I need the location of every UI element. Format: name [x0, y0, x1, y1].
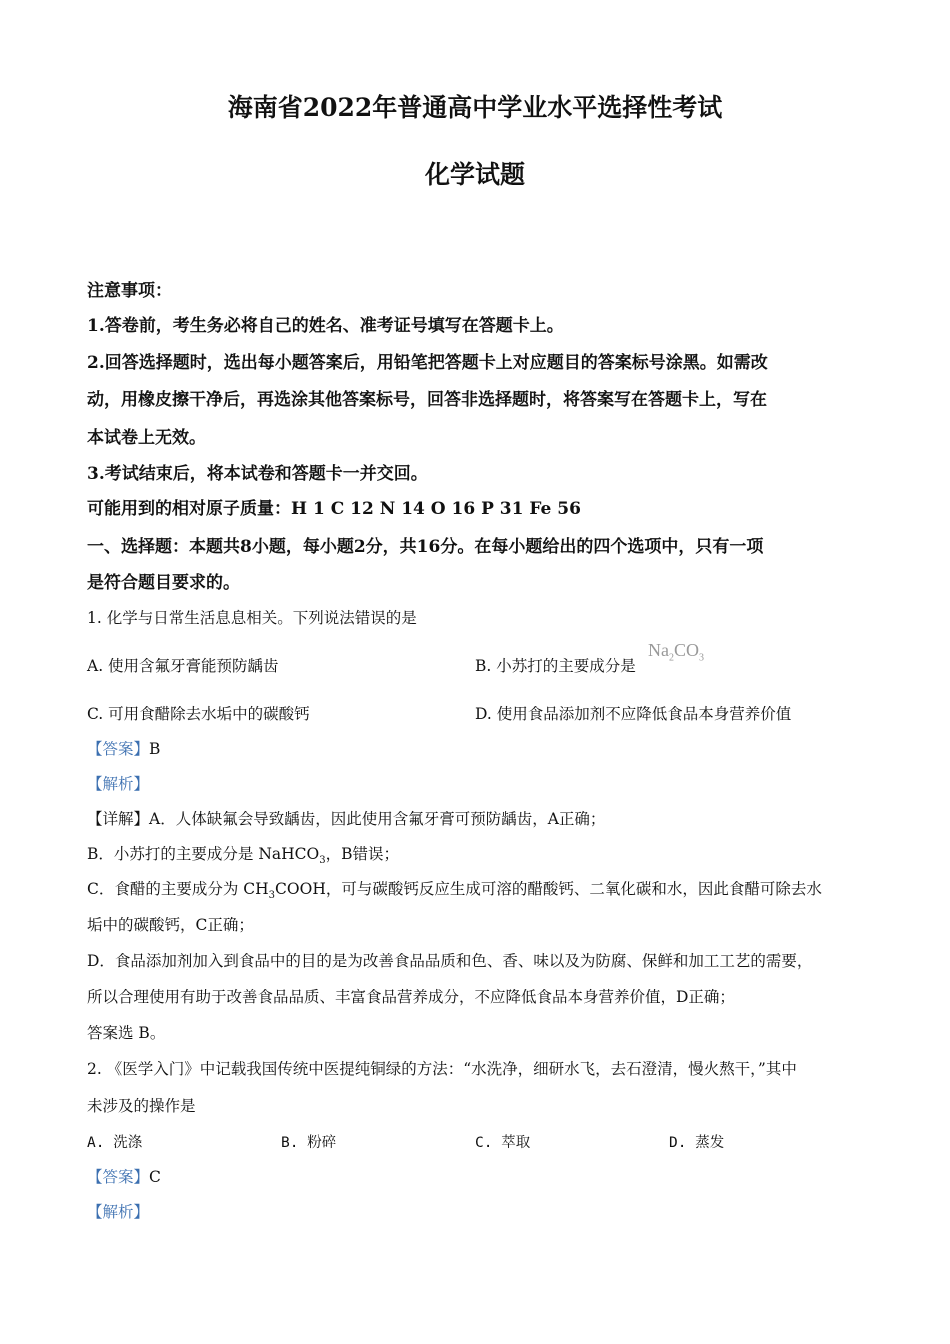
question-1-option-d: D. 使用食品添加剂不应降低食品本身营养价值	[475, 705, 792, 723]
question-1-conclusion: 答案选 B。	[87, 1024, 166, 1042]
question-1-detail-d-line-1: D．食品添加剂加入到食品中的目的是为改善食品品质和色、香、味以及为防腐、保鲜和加工工艺的需要，	[87, 952, 813, 970]
answer-value: B	[149, 740, 161, 758]
notice-item-3: 3.考试结束后，将本试卷和答题卡一并交回。	[87, 464, 428, 484]
notice-item-2-line-2: 动，用橡皮擦干净后，再选涂其他答案标号，回答非选择题时，将答案写在答题卡上，写在	[87, 390, 767, 410]
question-1-detail-b: B．小苏打的主要成分是 NaHCO$_3$，B错误；	[87, 845, 399, 867]
question-1-stem: 1. 化学与日常生活息息相关。下列说法错误的是	[87, 609, 417, 627]
answer-value: C	[149, 1168, 161, 1186]
question-1-option-a: A. 使用含氟牙膏能预防龋齿	[87, 657, 279, 675]
question-1-detail-c-line-1: C．食醋的主要成分为 $CH_3COOH$，可与碳酸钙反应生成可溶的醋酸钙、二氧化碳和水，因此食醋可除去水	[87, 880, 822, 902]
section-1-heading-line-1: 一、选择题：本题共8小题，每小题2分，共16分。在每小题给出的四个选项中，只有一项	[87, 537, 764, 557]
notice-item-1: 1.答卷前，考生务必将自己的姓名、准考证号填写在答题卡上。	[87, 316, 564, 336]
notice-heading: 注意事项：	[87, 281, 172, 301]
page-subtitle: 化学试题	[424, 160, 525, 189]
question-2-stem-line-2: 未涉及的操作是	[87, 1097, 196, 1115]
notice-item-2-line-3: 本试卷上无效。	[87, 428, 206, 448]
question-2-analysis-tag: 【解析】	[87, 1203, 150, 1221]
question-1-option-b	[475, 654, 636, 676]
answer-tag: 【答案】	[87, 740, 150, 758]
sodium-carbonate-formula: $Na_2CO_3$	[648, 640, 705, 664]
question-2-option-d: D. 蒸发	[669, 1135, 725, 1151]
question-2-option-c: C. 萃取	[475, 1135, 531, 1151]
answer-tag: 【答案】	[87, 1168, 150, 1186]
question-2-option-a: A. 洗涤	[87, 1135, 143, 1151]
question-1-detail-d-line-2: 所以合理使用有助于改善食品品质、丰富食品营养成分，不应降低食品本身营养价值，D正确；	[87, 988, 735, 1006]
detail-tag: 【详解】	[87, 810, 150, 828]
question-2-answer	[87, 1165, 161, 1187]
notice-item-2-line-1: 2.回答选择题时，选出每小题答案后，用铅笔把答题卡上对应题目的答案标号涂黑。如需改	[87, 353, 768, 373]
question-1-answer	[87, 737, 160, 759]
page-title: 海南省2022年普通高中学业水平选择性考试	[227, 93, 723, 122]
question-2-stem-line-1: 2. 《医学入门》中记载我国传统中医提纯铜绿的方法：“水洗净，细研水飞，去石澄清，慢火熬干，”其中	[87, 1060, 797, 1078]
atomic-masses: 可能用到的相对原子质量：H 1 C 12 N 14 O 16 P 31 Fe 56	[87, 499, 581, 519]
question-1-detail-a: 【详解】A．人体缺氟会导致龋齿，因此使用含氟牙膏可预防龋齿，A正确；	[87, 810, 606, 828]
option-b-text: B. 小苏打的主要成分是	[475, 657, 636, 675]
question-1-detail-c-line-2: 垢中的碳酸钙，C正确；	[87, 916, 254, 934]
section-1-heading-line-2: 是符合题目要求的。	[87, 573, 240, 593]
question-1-analysis-tag: 【解析】	[87, 775, 150, 793]
question-1-option-c: C. 可用食醋除去水垢中的碳酸钙	[87, 705, 310, 723]
question-2-option-b: B. 粉碎	[281, 1135, 337, 1151]
